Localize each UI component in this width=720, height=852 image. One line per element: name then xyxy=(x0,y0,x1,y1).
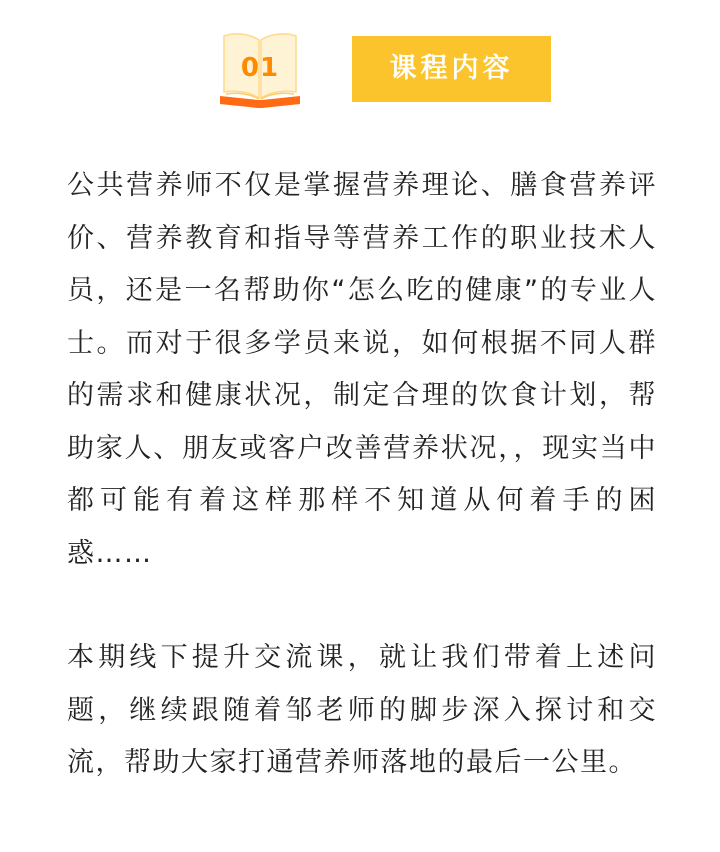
paragraph-intro: 公共营养师不仅是掌握营养理论、膳食营养评价、营养教育和指导等营养工作的职业技术人员，还是一名帮助你“怎么吃的健康”的专业人士。而对于很多学员来说，如何根据不同人群的需求和健康状况，制定合理的饮食计划，帮助家人、朋友或客户改善营养状况，，现实当中都可能有着这样那样不知道从何着手的困惑…… xyxy=(67,170,657,569)
section-title: 课程内容 xyxy=(352,36,551,102)
section-header xyxy=(0,0,720,120)
paragraph-spacer xyxy=(67,580,657,632)
section-number: 01 xyxy=(240,53,280,83)
paragraph-course: 本期线下提升交流课，就让我们带着上述问题，继续跟随着邹老师的脚步深入探讨和交流，帮助大家打通营养师落地的最后一公里。 xyxy=(67,642,657,778)
article-body xyxy=(67,160,657,790)
